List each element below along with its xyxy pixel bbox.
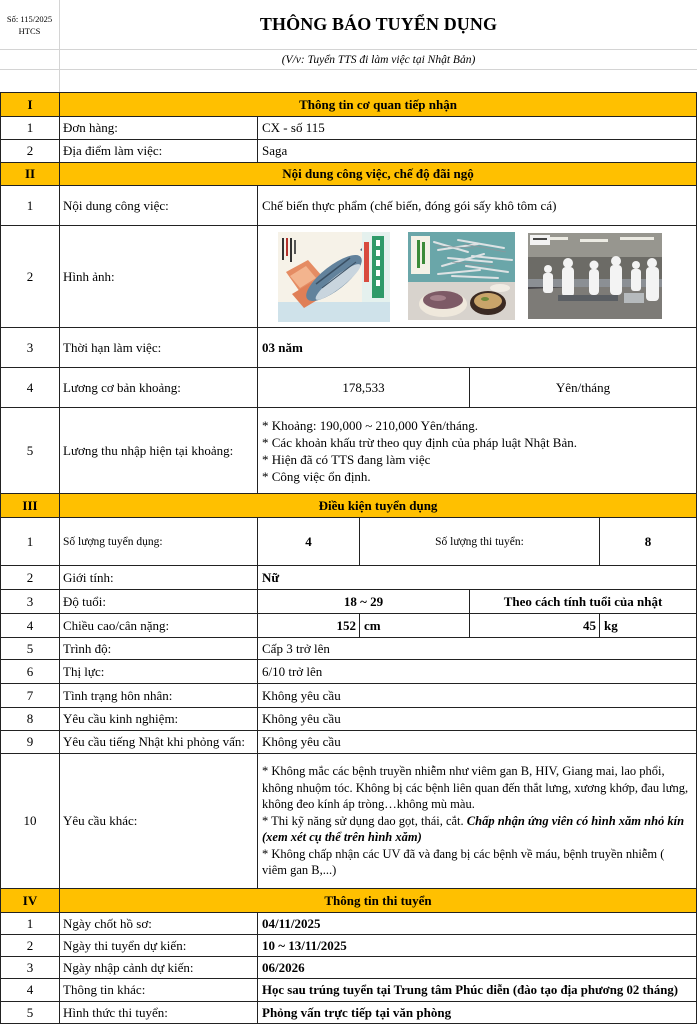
factory-photo-image (528, 233, 662, 319)
subtitle-cell (60, 50, 697, 69)
row-number: 3 (1, 590, 60, 613)
row-label: Số lượng tuyển dụng: (60, 518, 258, 565)
row-number: 4 (1, 614, 60, 637)
height-value: 152 (258, 614, 360, 637)
row-number: 6 (1, 660, 60, 683)
row-number: 1 (1, 913, 60, 934)
row-label: Thông tin khác: (60, 979, 258, 1001)
row-label: Giới tính: (60, 566, 258, 589)
row-number: 2 (1, 566, 60, 589)
table-row-job (1, 186, 696, 226)
row-label: Tình trạng hôn nhân: (60, 684, 258, 707)
other-info-value: Học sau trúng tuyển tại Trung tâm Phúc diễn (đào tạo địa phương 02 tháng) (262, 982, 679, 997)
table-row-income (1, 408, 696, 494)
notice-header (0, 0, 697, 93)
base-salary-cell (258, 368, 696, 407)
title-row (0, 0, 697, 50)
table-row-deadline (1, 913, 696, 935)
row-label: Ngày chốt hồ sơ: (60, 913, 258, 934)
row-label: Địa điểm làm việc: (60, 140, 258, 162)
section-index: II (1, 163, 60, 185)
list-item (262, 813, 692, 846)
row-number: 1 (1, 117, 60, 139)
exam-quantity-value: 8 (644, 533, 652, 549)
table-row-education (1, 638, 696, 660)
row-label: Chiều cao/cân nặng: (60, 614, 258, 637)
row-label: Hình thức thi tuyển: (60, 1002, 258, 1023)
job-value: Chế biến thực phẩm (chế biến, đóng gói sấy khô tôm cá) (262, 197, 557, 213)
section-title: Thông tin cơ quan tiếp nhận (299, 96, 457, 112)
exam-format-value: Phỏng vấn trực tiếp tại văn phòng (262, 1004, 452, 1020)
row-label: Nội dung công việc: (60, 186, 258, 225)
row-label: Trình độ: (60, 638, 258, 659)
section-header-3 (1, 494, 696, 518)
income-bullet-list (262, 417, 577, 485)
entry-date-value: 06/2026 (262, 959, 305, 975)
list-item: * Công việc ổn định. (262, 468, 371, 484)
table-row-exam-date (1, 935, 696, 957)
section-title: Điều kiện tuyển dụng (318, 497, 438, 513)
section-header-2 (1, 163, 696, 186)
section-index: III (1, 494, 60, 517)
row-number: 7 (1, 684, 60, 707)
row-label: Ngày nhập cảnh dự kiến: (60, 957, 258, 978)
weight-value: 45 (470, 614, 600, 637)
page-subtitle: (V/v: Tuyển TTS đi làm việc tại Nhật Bản) (281, 53, 476, 66)
table-row-gender (1, 566, 696, 590)
recruitment-table (0, 93, 697, 1024)
quantity-cell (258, 518, 696, 565)
income-cell (258, 408, 696, 493)
table-row-order (1, 117, 696, 140)
table-row-other-info (1, 979, 696, 1002)
table-row-exam-format (1, 1002, 696, 1024)
tattoo-requirement: Chấp nhận ứng viên có hình xăm nhỏ kín (xem xét cụ thể trên hình xăm) (262, 813, 685, 845)
table-row-images (1, 226, 696, 328)
list-item: * Hiện đã có TTS đang làm việc (262, 451, 431, 467)
document-code: HTCS (18, 25, 41, 36)
table-row-other-requirements (1, 754, 696, 889)
spacer-row (0, 70, 697, 93)
table-row-base-salary (1, 368, 696, 408)
gender-value: Nữ (262, 569, 280, 585)
height-weight-cell (258, 614, 696, 637)
title-cell (60, 0, 697, 49)
subtitle-row (0, 50, 697, 70)
empty-cell (60, 70, 697, 92)
section-title: Thông tin thi tuyển (324, 892, 432, 908)
row-label: Thời hạn làm việc: (60, 328, 258, 367)
order-value: CX - số 115 (262, 120, 325, 135)
table-row-age (1, 590, 696, 614)
section-header-1 (1, 93, 696, 117)
eyesight-value: 6/10 trở lên (262, 663, 323, 679)
row-label: Lương thu nhập hiện tại khoảng: (60, 408, 258, 493)
list-item: * Khoảng: 190,000 ~ 210,000 Yên/tháng. (262, 417, 478, 433)
list-item: * Không mắc các bệnh truyền nhiễm như viêm gan B, HIV, Giang mai, lao phổi, không nhuộm tóc. Không bị các bệnh liên quan đến thắt lưng, xương khớp, đau lưng, không đeo kính áp tròng…không mù màu. (262, 764, 689, 812)
row-number: 10 (1, 754, 60, 888)
row-number: 2 (1, 140, 60, 162)
row-label: Đơn hàng: (60, 117, 258, 139)
row-label: Yêu cầu tiếng Nhật khi phỏng vấn: (60, 731, 258, 753)
row-label: Yêu cầu kinh nghiệm: (60, 708, 258, 730)
row-number: 5 (1, 1002, 60, 1023)
page-title: THÔNG BÁO TUYỂN DỤNG (259, 14, 498, 34)
row-number: 3 (1, 957, 60, 978)
exam-date-value: 10 ~ 13/11/2025 (262, 937, 347, 953)
age-range-value: 18 ~ 29 (258, 590, 470, 613)
table-row-duration (1, 328, 696, 368)
other-requirements-list (262, 763, 696, 879)
empty-cell (0, 50, 60, 69)
experience-value: Không yêu cầu (262, 711, 341, 726)
row-number: 5 (1, 638, 60, 659)
table-row-height-weight (1, 614, 696, 638)
row-number: 1 (1, 518, 60, 565)
list-item: * Các khoản khấu trừ theo quy định của pháp luật Nhật Bản. (262, 434, 577, 450)
table-row-marital (1, 684, 696, 708)
section-index: I (1, 93, 60, 116)
document-number: Số: 115/2025 (6, 13, 53, 24)
section-index: IV (1, 889, 60, 912)
exam-quantity-label: Số lượng thi tuyển: (360, 518, 600, 565)
row-number: 8 (1, 708, 60, 730)
deadline-value: 04/11/2025 (262, 915, 321, 931)
row-number: 9 (1, 731, 60, 753)
row-number: 2 (1, 226, 60, 327)
duration-value: 03 năm (262, 339, 303, 355)
images-cell (258, 226, 696, 327)
row-number: 1 (1, 186, 60, 225)
base-salary-unit: Yên/tháng (555, 379, 611, 395)
document-number-cell (0, 0, 60, 49)
base-salary-amount: 178,533 (258, 368, 470, 407)
section-header-4 (1, 889, 696, 913)
row-label: Ngày thi tuyển dự kiến: (60, 935, 258, 956)
dried-fish-image (408, 232, 515, 320)
table-row-location (1, 140, 696, 163)
education-value: Cấp 3 trở lên (262, 640, 330, 656)
row-label: Thị lực: (60, 660, 258, 683)
table-row-eyesight (1, 660, 696, 684)
row-number: 5 (1, 408, 60, 493)
row-label: Lương cơ bản khoảng: (60, 368, 258, 407)
other-requirements-cell (258, 754, 696, 888)
skill-requirement: * Thi kỹ năng sử dụng dao gọt, thái, cắt. (262, 813, 467, 828)
row-label: Yêu cầu khác: (60, 754, 258, 888)
japanese-value: Không yêu cầu (262, 734, 341, 749)
table-row-experience (1, 708, 696, 731)
marital-value: Không yêu cầu (262, 687, 341, 703)
weight-unit: kg (604, 617, 618, 633)
row-label: Hình ảnh: (60, 226, 258, 327)
row-number: 2 (1, 935, 60, 956)
table-row-japanese (1, 731, 696, 754)
row-number: 4 (1, 979, 60, 1001)
age-cell (258, 590, 696, 613)
table-row-quantity (1, 518, 696, 566)
table-row-entry-date (1, 957, 696, 979)
list-item: * Không chấp nhận các UV đã và đang bị các bệnh về máu, bệnh truyền nhiễm ( viêm gan B,...) (262, 846, 665, 878)
row-number: 3 (1, 328, 60, 367)
recruit-quantity-value: 4 (258, 518, 360, 565)
row-number: 4 (1, 368, 60, 407)
empty-cell (0, 70, 60, 92)
section-title: Nội dung công việc, chế độ đãi ngộ (282, 166, 474, 181)
location-value: Saga (262, 143, 288, 158)
age-note: Theo cách tính tuổi của nhật (503, 593, 663, 609)
row-label: Độ tuổi: (60, 590, 258, 613)
height-unit: cm (360, 614, 470, 637)
product-package-image (278, 232, 390, 322)
